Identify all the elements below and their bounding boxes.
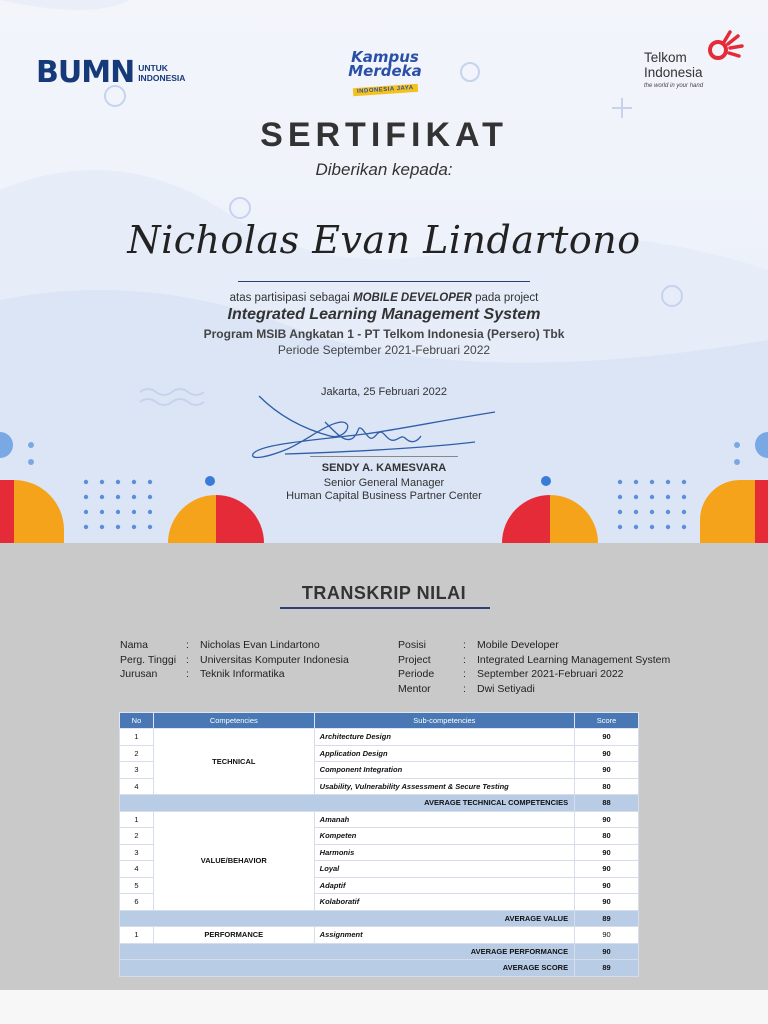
info-row-name xyxy=(120,638,349,653)
info-value: September 2021-Februari 2022 xyxy=(477,668,624,680)
info-row-project xyxy=(398,653,670,668)
info-colon: : xyxy=(186,668,189,680)
transcript-page xyxy=(0,543,768,1024)
score-table xyxy=(119,712,639,977)
score: 90 xyxy=(575,811,639,828)
signer-name: SENDY A. KAMESVARA xyxy=(321,462,447,474)
score: 90 xyxy=(575,861,639,878)
info-row-university xyxy=(120,653,349,668)
table-row xyxy=(120,927,639,944)
bumn-tagline-2: INDONESIA xyxy=(138,73,186,83)
info-label: Periode xyxy=(398,668,435,680)
sub-competency: Assignment xyxy=(314,927,574,944)
signature-image xyxy=(245,392,505,464)
place-date: Jakarta, 25 Februari 2022 xyxy=(321,386,447,398)
average-label: AVERAGE TECHNICAL COMPETENCIES xyxy=(120,795,575,812)
competency-group: PERFORMANCE xyxy=(153,927,314,944)
sub-competency: Amanah xyxy=(314,811,574,828)
row-no: 4 xyxy=(120,778,154,795)
bumn-logo-mark: BUMN xyxy=(36,55,135,90)
info-colon: : xyxy=(463,682,466,695)
info-label: Perg. Tinggi xyxy=(120,653,177,666)
kampus-merdeka-line-2: Merdeka xyxy=(348,62,422,80)
header-score: Score xyxy=(575,713,639,729)
row-no: 1 xyxy=(120,811,154,828)
average-score: 90 xyxy=(575,943,639,960)
info-value: Universitas Komputer Indonesia xyxy=(200,653,349,666)
period: Periode September 2021-Februari 2022 xyxy=(277,343,491,357)
info-value: Mobile Developer xyxy=(477,639,559,651)
sub-competency: Kolaboratif xyxy=(314,894,574,911)
header-no: No xyxy=(120,713,154,729)
signature-line xyxy=(310,456,458,457)
average-score: 88 xyxy=(575,795,639,812)
info-value: Teknik Informatika xyxy=(200,668,285,680)
info-row-period xyxy=(398,667,670,682)
score: 90 xyxy=(575,877,639,894)
participation-suffix: pada project xyxy=(475,292,539,304)
sub-competency: Harmonis xyxy=(314,844,574,861)
telkom-line-2: Indonesia xyxy=(644,65,703,80)
info-label: Jurusan xyxy=(120,668,158,680)
info-label: Project xyxy=(398,653,431,666)
program-info xyxy=(398,638,670,696)
info-colon: : xyxy=(463,668,466,680)
project-name: Integrated Learning Management System xyxy=(227,306,541,323)
given-to-label: Diberikan kepada: xyxy=(315,160,453,179)
sub-competency: Loyal xyxy=(314,861,574,878)
info-value: Dwi Setiyadi xyxy=(477,682,535,695)
score: 90 xyxy=(575,844,639,861)
info-colon: : xyxy=(463,639,466,651)
info-label: Posisi xyxy=(398,639,427,651)
bumn-tagline-1: UNTUK xyxy=(138,63,168,73)
telkom-line-1: Telkom xyxy=(644,50,687,65)
row-no: 2 xyxy=(120,745,154,762)
row-no: 1 xyxy=(120,927,154,944)
participation-line xyxy=(0,292,768,304)
row-no: 2 xyxy=(120,828,154,845)
score: 90 xyxy=(575,729,639,746)
score: 90 xyxy=(575,927,639,944)
average-score: 89 xyxy=(575,910,639,927)
info-row-position xyxy=(398,638,670,653)
row-no: 3 xyxy=(120,844,154,861)
score: 90 xyxy=(575,894,639,911)
row-no: 5 xyxy=(120,877,154,894)
kampus-merdeka-logo xyxy=(340,50,430,96)
header-sub-competencies: Sub-competencies xyxy=(314,713,574,729)
name-underline xyxy=(238,281,530,282)
score: 80 xyxy=(575,778,639,795)
signer-unit: Human Capital Business Partner Center xyxy=(286,490,482,502)
info-value: Nicholas Evan Lindartono xyxy=(200,639,320,651)
certificate-title: SERTIFIKAT xyxy=(260,116,508,154)
sub-competency: Adaptif xyxy=(314,877,574,894)
page-bottom-margin xyxy=(0,990,768,1024)
average-row-total xyxy=(120,960,639,977)
sub-competency: Kompeten xyxy=(314,828,574,845)
info-label: Mentor xyxy=(398,682,431,695)
kampus-merdeka-line-1: Kampus xyxy=(351,48,419,66)
average-row-performance xyxy=(120,943,639,960)
score: 90 xyxy=(575,745,639,762)
score: 80 xyxy=(575,828,639,845)
info-colon: : xyxy=(186,653,189,666)
competency-group: VALUE/BEHAVIOR xyxy=(153,811,314,910)
average-label: AVERAGE VALUE xyxy=(120,910,575,927)
bumn-logo xyxy=(36,55,186,90)
row-no: 6 xyxy=(120,894,154,911)
average-label: AVERAGE SCORE xyxy=(120,960,575,977)
average-label: AVERAGE PERFORMANCE xyxy=(120,943,575,960)
student-info xyxy=(120,638,349,682)
participation-prefix: atas partisipasi sebagai xyxy=(229,292,350,304)
row-no: 3 xyxy=(120,762,154,779)
info-row-major xyxy=(120,667,349,682)
table-row xyxy=(120,729,639,746)
sub-competency: Usability, Vulnerability Assessment & Secure Testing xyxy=(314,778,574,795)
row-no: 1 xyxy=(120,729,154,746)
table-row xyxy=(120,811,639,828)
sub-competency: Component Integration xyxy=(314,762,574,779)
telkom-tagline: the world in your hand xyxy=(644,83,704,89)
row-no: 4 xyxy=(120,861,154,878)
sub-competency: Architecture Design xyxy=(314,729,574,746)
signer-position xyxy=(0,477,768,503)
average-row-technical xyxy=(120,795,639,812)
table-header-row xyxy=(120,713,639,729)
average-row-value xyxy=(120,910,639,927)
info-row-mentor xyxy=(398,682,670,697)
competency-group: TECHNICAL xyxy=(153,729,314,795)
recipient-name: Nicholas Evan Lindartono xyxy=(127,218,641,262)
transcript-title-underline xyxy=(280,607,490,609)
average-score: 89 xyxy=(575,960,639,977)
telkom-hand-icon xyxy=(704,28,744,64)
telkom-logo xyxy=(644,50,703,89)
role: MOBILE DEVELOPER xyxy=(353,292,472,304)
info-colon: : xyxy=(186,639,189,651)
info-colon: : xyxy=(463,653,466,666)
score: 90 xyxy=(575,762,639,779)
info-value: Integrated Learning Management System xyxy=(477,653,671,666)
info-label: Nama xyxy=(120,639,149,651)
sub-competency: Application Design xyxy=(314,745,574,762)
header-competencies: Competencies xyxy=(153,713,314,729)
signer-title: Senior General Manager xyxy=(323,477,445,489)
transcript-title: TRANSKRIP NILAI xyxy=(301,583,467,603)
program-name: Program MSIB Angkatan 1 - PT Telkom Indonesia (Persero) Tbk xyxy=(203,327,565,341)
kampus-merdeka-ribbon: INDONESIA JAYA xyxy=(352,84,417,96)
